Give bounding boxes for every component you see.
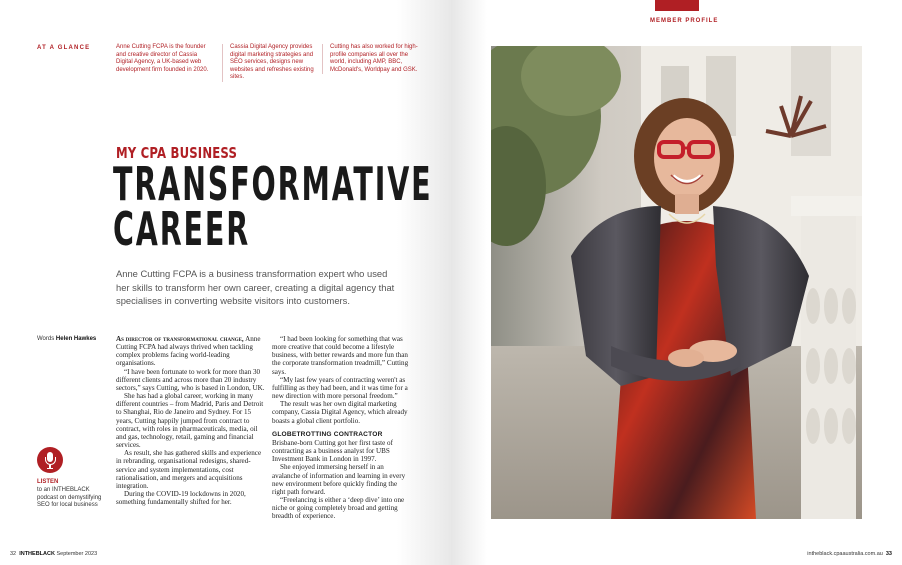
at-a-glance-label: AT A GLANCE [37,45,91,51]
listen-title[interactable]: LISTEN [37,479,59,485]
body-paragraph: The result was her own digital marketing company, Cassia Digital Agency, which already boasts a global client portfolio. [272,400,408,425]
body-paragraph: “Freelancing is either a ‘deep dive’ into one niche or going completely broad and getting breadth of experience. [272,495,405,521]
body-paragraph: “My last few years of contracting weren't as fulfilling as they had been, and it was time for a new direction with more personal freedom.” [272,375,408,401]
portrait-photo [491,46,862,519]
byline [37,336,96,342]
body-paragraph: She has had a global career, working in many different countries – from Madrid, Paris and Detroit to Shanghai, Rio de Janeiro and Sydney. For 15 years, Cutting happily jumped from contract to contract, with roles in pharmaceuticals, media, oil and gas, technology, retail, gaming and financial services. [116,392,264,450]
body-paragraph: As director of transformational change, Anne Cutting FCPA had always thrived when tackling complex problems facing world-leading organisations. [116,335,261,368]
body-paragraph: Brisbane-born Cutting got her first taste of contracting as a business analyst for UBS Investment Bank in London in 1997. [272,438,393,464]
at-a-glance-item: Anne Cutting FCPA is the founder and creative director of Cassia Digital Agency, a UK-based web development firm founded in 2020. [116,44,209,73]
byline-author: Helen Hawkes [55,336,97,342]
magazine-name: INTHEBLACK [19,551,55,557]
portrait-illustration [491,46,862,519]
listen-text[interactable]: to an INTHEBLACK podcast on demystifying SEO for local business [37,487,102,509]
byline-prefix: Words [37,336,55,342]
section-kicker: MY CPA BUSINESS [116,144,238,162]
section-label: MEMBER PROFILE [650,18,719,24]
article-headline [113,157,433,256]
page-number: 32 [10,551,17,557]
lead-in: As director of transformational change, [116,335,244,343]
microphone-icon[interactable] [37,447,63,473]
section-tab [655,0,699,11]
standfirst: Anne Cutting FCPA is a business transformation expert who used her skills to transform her own career, creating a digital agency that specialises in converting website visitors into customers. [116,268,395,306]
body-paragraph: “I have been fortunate to work for more than 30 different clients and across more than 20 industry sectors,” says Cutting, who is based in London, UK. [116,367,265,392]
body-paragraph: “I had been looking for something that was more creative that could become a lifestyle business, with better rewards and more fun than the corporate transformation treadmill,” Cutting says. [272,335,409,376]
body-paragraph: During the COVID-19 lockdowns in 2020, something fundamentally shifted for her. [116,489,246,507]
headline-line-2: CAREER [113,202,251,256]
body-column-right [272,335,412,520]
body-paragraph: As result, she has gathered skills and experience in rebranding, organisational redesigns, shared-service and system implementations, cost rationalisation, and mergers and acquisitions integration. [116,449,262,490]
body-column-left [116,335,266,506]
at-a-glance-item: Cassia Digital Agency provides digital marketing strategies and SEO services, designs new websites and refreshes existing sites. [222,44,323,82]
page-number: 33 [885,551,892,557]
subhead: GLOBETROTTING CONTRACTOR [272,430,383,438]
right-page [451,0,902,565]
headline-line-1: TRANSFORMATIVE [113,157,433,211]
folio-left [10,551,97,557]
issue-date: September 2023 [56,551,98,557]
at-a-glance-item: Cutting has also worked for high-profile companies all over the world, including AMP, BBC, McDonald's, Worldpay and GSK. [322,44,422,74]
folio-right [807,551,892,557]
website-url[interactable]: intheblack.cpaaustralia.com.au [807,551,883,557]
body-paragraph: She enjoyed immersing herself in an avalanche of information and learning in every new environment before quickly finding the right path forward. [272,463,406,496]
